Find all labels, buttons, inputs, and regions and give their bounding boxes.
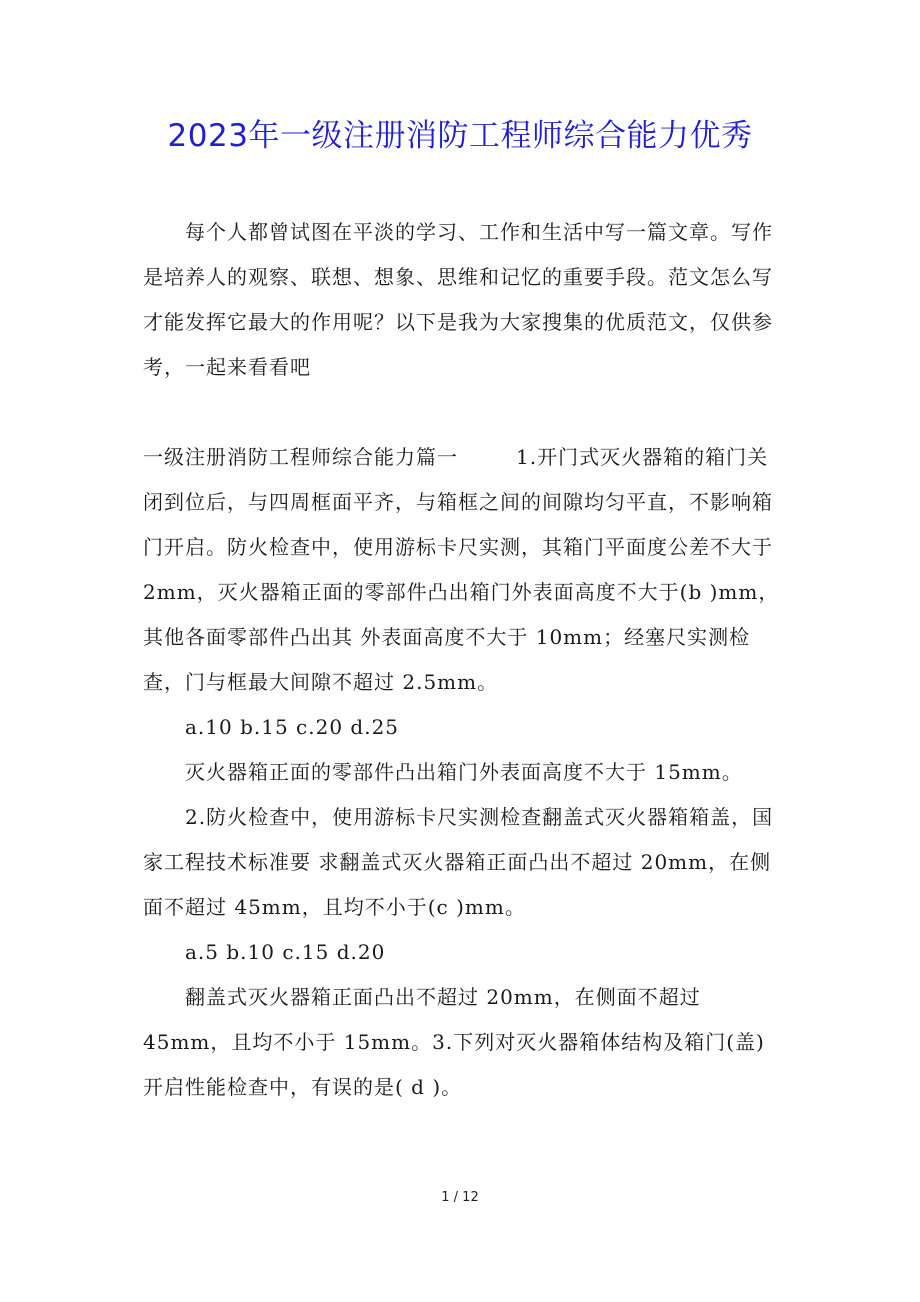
question-1-answer: 灭火器箱正面的零部件凸出箱门外表面高度不大于 15mm。 [185, 760, 743, 784]
question-2-answer: 翻盖式灭火器箱正面凸出不超过 20mm，在侧面不超过 45mm，且均不小于 15mm。3.下列对灭火器箱体结构及箱门(盖)开启性能检查中，有误的是( d )。 [143, 985, 765, 1099]
document-body [143, 210, 783, 1110]
section-paragraph [143, 435, 783, 705]
question-2-text: 2.防火检查中，使用游标卡尺实测检查翻盖式灭火器箱箱盖，国家工程技术标准要 求翻盖式灭火器箱正面凸出不超过 20mm，在侧面不超过 45mm，且均不小于(c )mm。 [143, 805, 774, 919]
question-2-options: a.5 b.10 c.15 d.20 [185, 940, 386, 964]
question-1-text: 1.开门式灭火器箱的箱门关闭到位后，与四周框面平齐，与箱框之间的间隙均匀平直，不影响箱门开启。防火检查中，使用游标卡尺实测，其箱门平面度公差不大于 2mm，灭火器箱正面的零部件凸出箱门外表面高度不大于(b )mm，其他各面零部件凸出其 外表面高度不大于 10mm；经塞尺实测检查，门与框最大间隙不超过 2.5mm。 [143, 445, 780, 694]
intro-paragraph: 每个人都曾试图在平淡的学习、工作和生活中写一篇文章。写作是培养人的观察、联想、想象、思维和记忆的重要手段。范文怎么写才能发挥它最大的作用呢？以下是我为大家搜集的优质范文，仅供参考，一起来看看吧 [143, 220, 773, 379]
section-heading: 一级注册消防工程师综合能力篇一 [143, 445, 458, 469]
page-indicator: 1 / 12 [441, 1190, 479, 1205]
question-1-options: a.10 b.15 c.20 d.25 [185, 715, 400, 739]
document-title: 2023年一级注册消防工程师综合能力优秀 [167, 118, 753, 154]
